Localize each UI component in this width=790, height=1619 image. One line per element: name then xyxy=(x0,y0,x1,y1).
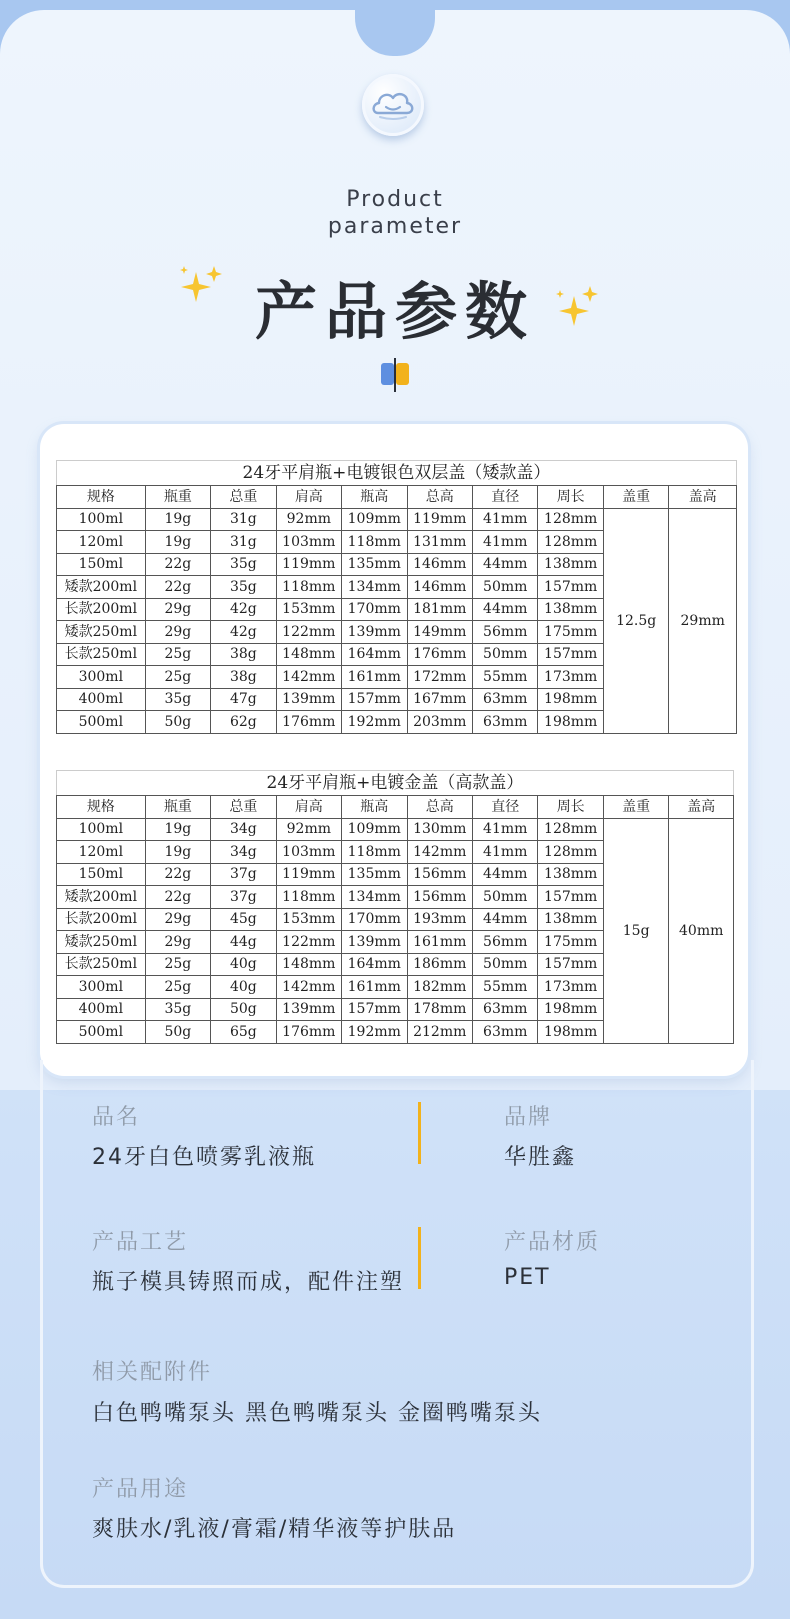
table-cell: 142mm xyxy=(276,976,341,999)
table-cell: 161mm xyxy=(342,976,407,999)
table-cell: 63mm xyxy=(472,998,537,1021)
table-cell: 92mm xyxy=(276,508,341,531)
table-cell: 135mm xyxy=(342,553,407,576)
table-cell: 矮款200ml xyxy=(57,576,146,599)
table-cell: 138mm xyxy=(538,863,603,886)
accessories-value: 白色鸭嘴泵头 黑色鸭嘴泵头 金圈鸭嘴泵头 xyxy=(92,1401,542,1426)
column-header: 规格 xyxy=(57,796,146,819)
table-cell: 41mm xyxy=(472,508,537,531)
page-title-en xyxy=(0,186,790,240)
table-cell: 19g xyxy=(145,841,210,864)
table-cell: 170mm xyxy=(342,908,407,931)
table-title: 24牙平肩瓶+电镀银色双层盖（矮款盖） xyxy=(56,460,737,485)
table-cell: 128mm xyxy=(538,818,603,841)
table-cell: 198mm xyxy=(538,688,603,711)
table-cell: 157mm xyxy=(538,886,603,909)
table-cell: 35g xyxy=(211,576,276,599)
table-cell: 164mm xyxy=(342,643,407,666)
table-cell: 118mm xyxy=(342,841,407,864)
table-cell: 19g xyxy=(145,531,210,554)
table-cell: 156mm xyxy=(407,886,472,909)
column-header: 肩高 xyxy=(276,796,341,819)
table-cell: 139mm xyxy=(342,931,407,954)
table-cell: 149mm xyxy=(407,621,472,644)
table-cell: 19g xyxy=(145,818,210,841)
table-cell: 44mm xyxy=(472,598,537,621)
column-header: 直径 xyxy=(472,486,537,509)
table-cell: 203mm xyxy=(407,711,472,734)
table-cell: 164mm xyxy=(342,953,407,976)
table-cell: 128mm xyxy=(538,841,603,864)
column-header: 总高 xyxy=(407,486,472,509)
material-label: 产品材质 xyxy=(504,1230,601,1255)
table-cell: 138mm xyxy=(538,553,603,576)
column-header: 直径 xyxy=(472,796,537,819)
column-header: 瓶高 xyxy=(342,486,407,509)
table-cell: 矮款250ml xyxy=(57,621,146,644)
table-cell: 25g xyxy=(145,953,210,976)
column-header: 盖重 xyxy=(603,796,668,819)
cap-weight-cell: 12.5g xyxy=(603,508,668,733)
column-header: 盖高 xyxy=(669,486,737,509)
table-cell: 25g xyxy=(145,976,210,999)
product-name-label: 品名 xyxy=(92,1105,141,1130)
table-row xyxy=(57,508,737,531)
column-header: 周长 xyxy=(538,486,603,509)
table-cell: 35g xyxy=(145,688,210,711)
cap-height-cell: 29mm xyxy=(669,508,737,733)
table-cell: 157mm xyxy=(538,576,603,599)
sparkle-icon xyxy=(176,264,226,312)
table-cell: 37g xyxy=(211,863,276,886)
page-title-cn: 产品参数 xyxy=(254,275,535,348)
info-divider xyxy=(418,1102,421,1164)
table-cell: 35g xyxy=(211,553,276,576)
table-cell: 矮款250ml xyxy=(57,931,146,954)
table-cell: 150ml xyxy=(57,553,146,576)
sparkle-icon xyxy=(552,284,602,332)
spec-table-gold-cap xyxy=(56,770,734,1044)
table-cell: 198mm xyxy=(538,711,603,734)
table-cell: 22g xyxy=(145,863,210,886)
product-name-value: 24牙白色喷雾乳液瓶 xyxy=(92,1145,316,1170)
table-cell: 55mm xyxy=(472,666,537,689)
table-cell: 400ml xyxy=(57,688,146,711)
table-cell: 45g xyxy=(211,908,276,931)
table-cell: 119mm xyxy=(276,863,341,886)
table-cell: 44mm xyxy=(472,553,537,576)
table-cell: 400ml xyxy=(57,998,146,1021)
column-header: 瓶重 xyxy=(145,796,210,819)
table-cell: 109mm xyxy=(342,818,407,841)
table-cell: 176mm xyxy=(276,1021,341,1044)
table-cell: 122mm xyxy=(276,931,341,954)
column-header: 总高 xyxy=(407,796,472,819)
table-cell: 50g xyxy=(211,998,276,1021)
info-divider xyxy=(418,1227,421,1289)
table-cell: 41mm xyxy=(472,531,537,554)
craft-value: 瓶子模具铸照而成，配件注塑 xyxy=(92,1270,405,1295)
table-cell: 100ml xyxy=(57,508,146,531)
table-cell: 118mm xyxy=(342,531,407,554)
table-cell: 148mm xyxy=(276,953,341,976)
table-cell: 176mm xyxy=(276,711,341,734)
table-cell: 109mm xyxy=(342,508,407,531)
table-cell: 29g xyxy=(145,621,210,644)
column-header: 盖高 xyxy=(669,796,734,819)
usage-label: 产品用途 xyxy=(92,1477,189,1502)
table-cell: 44g xyxy=(211,931,276,954)
table-cell: 170mm xyxy=(342,598,407,621)
table-cell: 25g xyxy=(145,666,210,689)
table-cell: 103mm xyxy=(276,531,341,554)
table-cell: 135mm xyxy=(342,863,407,886)
table-cell: 34g xyxy=(211,818,276,841)
table-cell: 29g xyxy=(145,908,210,931)
table-cell: 148mm xyxy=(276,643,341,666)
table-cell: 176mm xyxy=(407,643,472,666)
table-cell: 500ml xyxy=(57,711,146,734)
table-cell: 139mm xyxy=(276,688,341,711)
table-cell: 134mm xyxy=(342,576,407,599)
material-value: PET xyxy=(504,1265,551,1290)
column-header: 盖重 xyxy=(603,486,668,509)
table-cell: 192mm xyxy=(342,1021,407,1044)
column-header: 周长 xyxy=(538,796,603,819)
table-cell: 62g xyxy=(211,711,276,734)
table-cell: 31g xyxy=(211,531,276,554)
table-cell: 长款200ml xyxy=(57,598,146,621)
table-cell: 31g xyxy=(211,508,276,531)
table-cell: 42g xyxy=(211,598,276,621)
table-cell: 矮款200ml xyxy=(57,886,146,909)
table-cell: 50g xyxy=(145,1021,210,1044)
table-cell: 128mm xyxy=(538,531,603,554)
table-cell: 长款250ml xyxy=(57,953,146,976)
usage-value: 爽肤水/乳液/膏霜/精华液等护肤品 xyxy=(92,1517,457,1542)
table-cell: 55mm xyxy=(472,976,537,999)
cap-height-cell: 40mm xyxy=(669,818,734,1043)
table-cell: 56mm xyxy=(472,931,537,954)
table-cell: 138mm xyxy=(538,598,603,621)
table-cell: 157mm xyxy=(342,998,407,1021)
table-cell: 167mm xyxy=(407,688,472,711)
table-cell: 146mm xyxy=(407,553,472,576)
table-cell: 131mm xyxy=(407,531,472,554)
table-cell: 300ml xyxy=(57,976,146,999)
table-cell: 118mm xyxy=(276,576,341,599)
split-rect-icon xyxy=(378,356,412,394)
table-cell: 42g xyxy=(211,621,276,644)
table-cell: 25g xyxy=(145,643,210,666)
table-cell: 100ml xyxy=(57,818,146,841)
table-cell: 181mm xyxy=(407,598,472,621)
table-cell: 175mm xyxy=(538,621,603,644)
craft-label: 产品工艺 xyxy=(92,1230,189,1255)
table-cell: 119mm xyxy=(407,508,472,531)
title-en-line2: parameter xyxy=(327,214,463,239)
table-cell: 198mm xyxy=(538,1021,603,1044)
column-header: 总重 xyxy=(211,796,276,819)
table-cell: 29g xyxy=(145,931,210,954)
table-cell: 193mm xyxy=(407,908,472,931)
table-cell: 40g xyxy=(211,976,276,999)
table-title: 24牙平肩瓶+电镀金盖（高款盖） xyxy=(56,770,734,795)
column-header: 肩高 xyxy=(276,486,341,509)
table-cell: 150ml xyxy=(57,863,146,886)
table-cell: 35g xyxy=(145,998,210,1021)
table-cell: 153mm xyxy=(276,908,341,931)
table-cell: 长款250ml xyxy=(57,643,146,666)
table-cell: 142mm xyxy=(276,666,341,689)
brand-value: 华胜鑫 xyxy=(504,1145,577,1170)
column-header: 规格 xyxy=(57,486,146,509)
accessories-label: 相关配附件 xyxy=(92,1360,213,1385)
table-cell: 120ml xyxy=(57,841,146,864)
table-cell: 92mm xyxy=(276,818,341,841)
table-cell: 103mm xyxy=(276,841,341,864)
column-header: 瓶高 xyxy=(342,796,407,819)
table-cell: 146mm xyxy=(407,576,472,599)
table-cell: 139mm xyxy=(342,621,407,644)
table-cell: 161mm xyxy=(342,666,407,689)
table-cell: 50mm xyxy=(472,953,537,976)
table-cell: 22g xyxy=(145,553,210,576)
table-cell: 182mm xyxy=(407,976,472,999)
table-cell: 186mm xyxy=(407,953,472,976)
cloud-logo-icon xyxy=(362,74,424,136)
table-cell: 139mm xyxy=(276,998,341,1021)
table-cell: 198mm xyxy=(538,998,603,1021)
table-cell: 63mm xyxy=(472,711,537,734)
table-cell: 65g xyxy=(211,1021,276,1044)
table-cell: 153mm xyxy=(276,598,341,621)
spec-table-silver-cap xyxy=(56,460,737,734)
table-cell: 41mm xyxy=(472,818,537,841)
table-cell: 172mm xyxy=(407,666,472,689)
table-cell: 212mm xyxy=(407,1021,472,1044)
table-cell: 50mm xyxy=(472,886,537,909)
table-cell: 长款200ml xyxy=(57,908,146,931)
table-cell: 175mm xyxy=(538,931,603,954)
table-cell: 50mm xyxy=(472,576,537,599)
table-cell: 120ml xyxy=(57,531,146,554)
table-cell: 119mm xyxy=(276,553,341,576)
table-cell: 134mm xyxy=(342,886,407,909)
table-cell: 38g xyxy=(211,666,276,689)
table-cell: 22g xyxy=(145,576,210,599)
cap-weight-cell: 15g xyxy=(603,818,668,1043)
table-cell: 29g xyxy=(145,598,210,621)
table-cell: 41mm xyxy=(472,841,537,864)
table-cell: 157mm xyxy=(342,688,407,711)
table-cell: 173mm xyxy=(538,976,603,999)
table-cell: 192mm xyxy=(342,711,407,734)
table-cell: 63mm xyxy=(472,688,537,711)
column-header: 瓶重 xyxy=(145,486,210,509)
table-cell: 157mm xyxy=(538,643,603,666)
table-cell: 37g xyxy=(211,886,276,909)
title-en-line1: Product xyxy=(346,187,444,212)
table-cell: 138mm xyxy=(538,908,603,931)
table-cell: 300ml xyxy=(57,666,146,689)
table-cell: 142mm xyxy=(407,841,472,864)
column-header: 总重 xyxy=(211,486,276,509)
table-cell: 40g xyxy=(211,953,276,976)
table-cell: 22g xyxy=(145,886,210,909)
table-cell: 44mm xyxy=(472,863,537,886)
table-cell: 178mm xyxy=(407,998,472,1021)
table-cell: 500ml xyxy=(57,1021,146,1044)
table-cell: 50g xyxy=(145,711,210,734)
table-cell: 34g xyxy=(211,841,276,864)
table-cell: 19g xyxy=(145,508,210,531)
table-cell: 56mm xyxy=(472,621,537,644)
table-cell: 38g xyxy=(211,643,276,666)
table-cell: 130mm xyxy=(407,818,472,841)
table-cell: 44mm xyxy=(472,908,537,931)
table-cell: 157mm xyxy=(538,953,603,976)
table-cell: 128mm xyxy=(538,508,603,531)
table-cell: 50mm xyxy=(472,643,537,666)
table-row xyxy=(57,818,734,841)
table-cell: 161mm xyxy=(407,931,472,954)
table-cell: 122mm xyxy=(276,621,341,644)
table-cell: 118mm xyxy=(276,886,341,909)
table-cell: 47g xyxy=(211,688,276,711)
table-cell: 63mm xyxy=(472,1021,537,1044)
table-cell: 156mm xyxy=(407,863,472,886)
brand-label: 品牌 xyxy=(504,1105,553,1130)
table-cell: 173mm xyxy=(538,666,603,689)
